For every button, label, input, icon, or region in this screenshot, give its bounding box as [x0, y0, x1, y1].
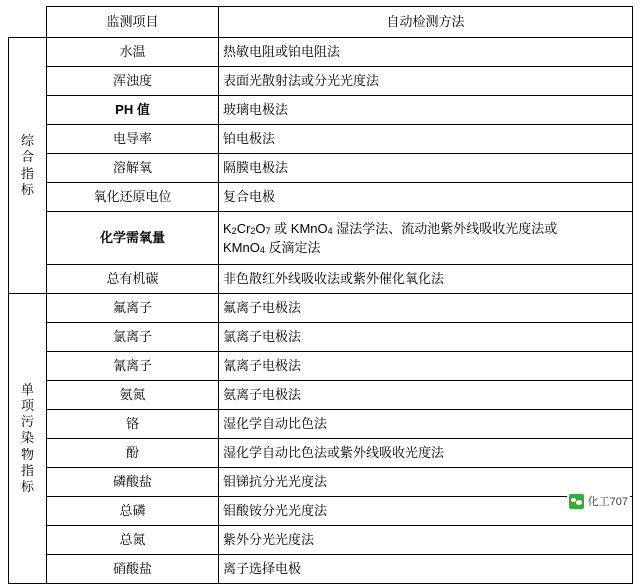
method-name: 湿化学自动比色法或紫外线吸收光度法 [219, 439, 633, 468]
method-name: 钼酸铵分光光度法 [219, 497, 633, 526]
method-name [219, 212, 633, 265]
wechat-logo-icon [569, 494, 584, 509]
table-row [9, 410, 633, 439]
item-name: 氧化还原电位 [47, 183, 219, 212]
table-row [9, 96, 633, 125]
item-name: 氯离子 [47, 323, 219, 352]
item-name: 化学需氧量 [47, 212, 219, 265]
method-line-2: KMnO4 反滴定法 [223, 240, 321, 255]
table-row [9, 497, 633, 526]
method-name: 非色散红外线吸收法或紫外催化氧化法 [219, 265, 633, 294]
method-name: 紫外分光光度法 [219, 526, 633, 555]
method-name: 玻璃电极法 [219, 96, 633, 125]
item-name: PH 值 [47, 96, 219, 125]
item-name: 氨氮 [47, 381, 219, 410]
group-char: 合 [20, 149, 34, 165]
method-name: 表面光散射法或分光光度法 [219, 67, 633, 96]
item-name: 水温 [47, 38, 219, 67]
item-name: 铬 [47, 410, 219, 439]
table-row [9, 468, 633, 497]
group-char: 标 [20, 181, 34, 197]
method-name: 氯离子电极法 [219, 323, 633, 352]
group-char: 项 [20, 397, 34, 413]
method-name: 氟离子电极法 [219, 294, 633, 323]
method-name: 离子选择电极 [219, 555, 633, 584]
item-name: 总磷 [47, 497, 219, 526]
method-name: 氨离子电极法 [219, 381, 633, 410]
group-label-comprehensive [9, 38, 47, 294]
header-monitoring-item: 监测项目 [47, 7, 219, 38]
item-name: 浑浊度 [47, 67, 219, 96]
watermark [567, 492, 630, 510]
group-char: 综 [20, 133, 34, 148]
item-name: 总氮 [47, 526, 219, 555]
table-row [9, 381, 633, 410]
table-row [9, 323, 633, 352]
group-char: 标 [20, 479, 34, 495]
group-char: 单 [20, 381, 34, 397]
monitoring-methods-table [8, 6, 633, 584]
header-corner-cell [9, 7, 47, 38]
header-auto-detection-method: 自动检测方法 [219, 7, 633, 38]
item-name: 硝酸盐 [47, 555, 219, 584]
table-row [9, 154, 633, 183]
method-line-1: K2Cr2O7 或 KMnO4 湿法学法、流动池紫外线吸收光度法或 [223, 220, 558, 236]
table-header-row [9, 7, 633, 38]
group-char: 污 [20, 414, 34, 430]
item-name: 总有机碳 [47, 265, 219, 294]
table-row [9, 67, 633, 96]
method-name: 湿化学自动比色法 [219, 410, 633, 439]
group-char: 指 [20, 462, 34, 478]
item-name: 氟离子 [47, 294, 219, 323]
item-name: 电导率 [47, 125, 219, 154]
table-row [9, 212, 633, 265]
table-row [9, 526, 633, 555]
method-name: 铂电极法 [219, 125, 633, 154]
table-row [9, 352, 633, 381]
item-name: 磷酸盐 [47, 468, 219, 497]
table-row [9, 555, 633, 584]
method-name: 热敏电阻或铂电阻法 [219, 38, 633, 67]
table-row [9, 439, 633, 468]
group-label-single-pollutant [9, 294, 47, 584]
table-row [9, 294, 633, 323]
table-row [9, 183, 633, 212]
group-char: 染 [20, 430, 34, 446]
table-row [9, 265, 633, 294]
method-name: 隔膜电极法 [219, 154, 633, 183]
item-name: 溶解氧 [47, 154, 219, 183]
watermark-label: 化工707 [587, 496, 628, 508]
group-char: 指 [20, 165, 34, 181]
method-name: 氰离子电极法 [219, 352, 633, 381]
table-row [9, 38, 633, 67]
table-row [9, 125, 633, 154]
item-name: 氰离子 [47, 352, 219, 381]
method-name: 复合电极 [219, 183, 633, 212]
method-name: 钼锑抗分光光度法 [219, 468, 633, 497]
item-name: 酚 [47, 439, 219, 468]
group-char: 物 [20, 446, 34, 462]
